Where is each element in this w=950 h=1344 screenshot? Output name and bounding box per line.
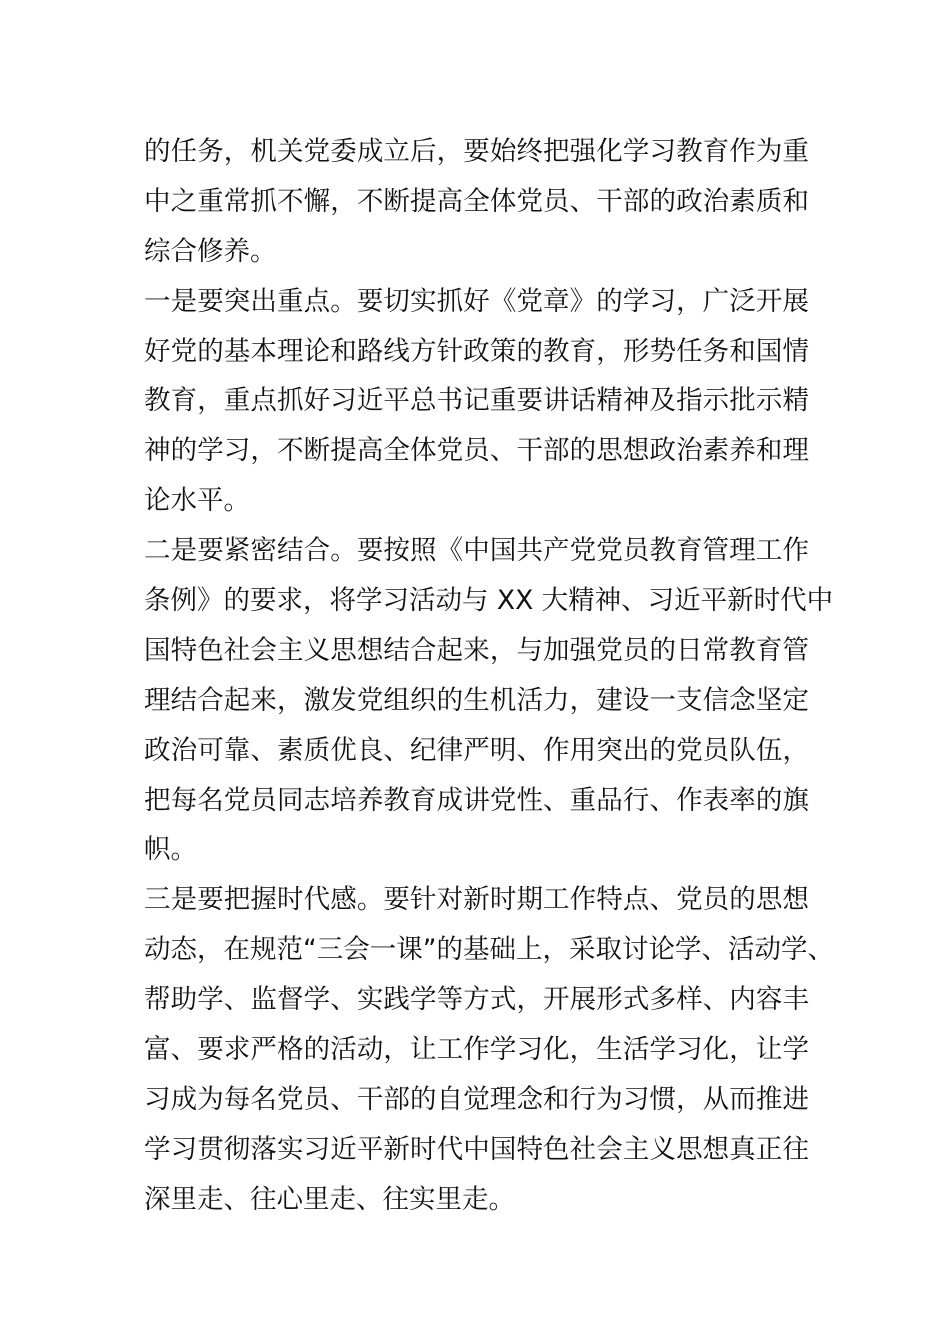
text-line: 教育，重点抓好习近平总书记重要讲话精神及指示批示精 xyxy=(144,385,809,417)
text-line: 习成为每名党员、干部的自觉理念和行为习惯，从而推进 xyxy=(144,1083,809,1115)
text-line: 国特色社会主义思想结合起来，与加强党员的日常教育管 xyxy=(144,634,809,666)
text-line: 一是要突出重点。要切实抓好《党章》的学习，广泛开展 xyxy=(144,285,809,317)
text-line: 综合修养。 xyxy=(144,235,277,267)
body-text xyxy=(144,127,834,1225)
text-line: 好党的基本理论和路线方针政策的教育，形势任务和国情 xyxy=(144,335,809,367)
text-line: 帜。 xyxy=(144,834,197,866)
text-line: 神的学习，不断提高全体党员、干部的思想政治素养和理 xyxy=(144,435,809,467)
text-line: 论水平。 xyxy=(144,485,250,517)
text-line: 二是要紧密结合。要按照《中国共产党党员教育管理工作 xyxy=(144,535,809,567)
text-line: 三是要把握时代感。要针对新时期工作特点、党员的思想 xyxy=(144,884,809,916)
text-line: 帮助学、监督学、实践学等方式，开展形式多样、内容丰 xyxy=(144,984,809,1016)
text-line: 政治可靠、素质优良、纪律严明、作用突出的党员队伍， xyxy=(144,734,809,766)
text-line: 富、要求严格的活动，让工作学习化，生活学习化，让学 xyxy=(144,1034,809,1066)
text-line: 动态，在规范“三会一课”的基础上，采取讨论学、活动学、 xyxy=(144,934,834,966)
text-line: 的任务，机关党委成立后，要始终把强化学习教育作为重 xyxy=(144,136,809,167)
text-line: 中之重常抓不懈，不断提高全体党员、干部的政治素质和 xyxy=(144,185,809,217)
text-line: 把每名党员同志培养教育成讲党性、重品行、作表率的旗 xyxy=(144,784,809,816)
text-line: 条例》的要求，将学习活动与 XX 大精神、习近平新时代中 xyxy=(144,585,834,617)
text-line: 理结合起来，激发党组织的生机活力，建设一支信念坚定 xyxy=(144,684,809,716)
text-line: 深里走、往心里走、往实里走。 xyxy=(144,1183,515,1215)
text-line: 学习贯彻落实习近平新时代中国特色社会主义思想真正往 xyxy=(144,1133,809,1165)
